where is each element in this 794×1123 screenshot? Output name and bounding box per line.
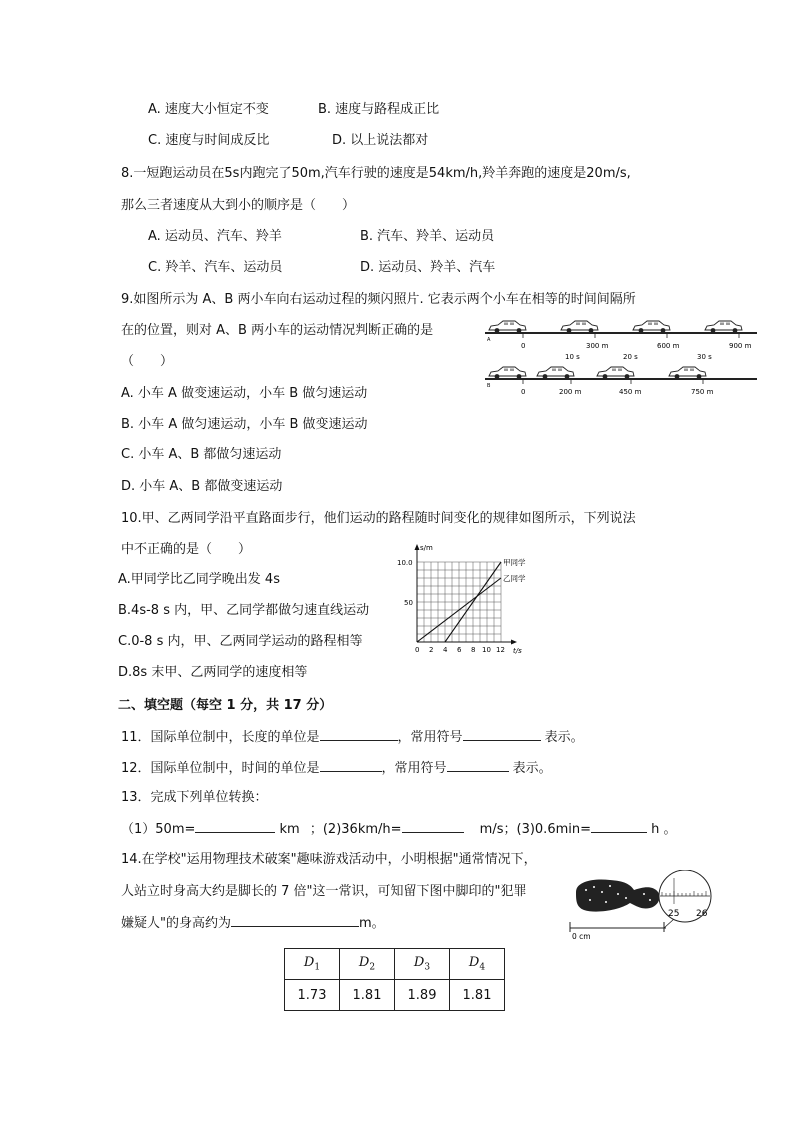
car-icon [489,321,526,333]
ruler-zero-label: 0 cm [572,932,591,940]
q13-part3-text: ；(3)0.6min= [503,822,591,837]
series-label: 甲同学 [503,558,526,567]
track-b-mark: 200 m [559,388,582,396]
track-a-mark: 300 m [586,342,609,350]
q14-blank-height[interactable] [231,914,359,927]
magnifier [659,870,711,922]
track-a-mark: 900 m [729,342,752,350]
q14-text-pre: 嫌疑人"的身高约为 [121,916,231,931]
q7-option-b: B. 速度与路程成正比 [318,102,440,117]
table-header-d3: $D_3$ [395,949,450,980]
q12-text-mid: ，常用符号 [381,761,447,776]
q12-text-post: 表示。 [512,761,552,776]
q12-text-pre: 12．国际单位制中，时间的单位是 [121,761,320,776]
q9-option-a: A. 小车 A 做变速运动，小车 B 做匀速运动 [121,386,368,401]
track-b-label: B [487,383,491,389]
q7-option-d: D. 以上说法都对 [332,133,429,148]
q8-option-d: D. 运动员、羚羊、汽车 [360,260,496,275]
x-tick-label: 10 [482,646,491,654]
x-tick-label: 0 [415,646,420,654]
x-tick-label: 2 [429,646,434,654]
track-a-mark: 600 m [657,342,680,350]
q10-option-c: C.0-8 s 内，甲、乙两同学运动的路程相等 [118,634,363,649]
q11-text-post: 表示。 [544,730,584,745]
measurement-table [284,948,505,1011]
track-b-mark: 0 [521,388,526,396]
track-b-mark: 450 m [619,388,642,396]
x-tick-label: 6 [457,646,462,654]
q9-stem-line2: 在的位置，则对 A、B 两小车的运动情况判断正确的是 [121,323,434,338]
q8-stem-line2: 那么三者速度从大到小的顺序是（ ） [121,198,356,213]
q13-part1-text: （1）50m= [121,822,196,837]
table-cell: 1.81 [450,980,505,1011]
q10-option-b: B.4s-8 s 内，甲、乙同学都做匀速直线运动 [118,603,370,618]
series-label: 乙同学 [503,574,526,583]
q8-option-c: C. 羚羊、汽车、运动员 [148,260,283,275]
track-a-time: 10 s [565,353,580,361]
y-axis-label: s/m [420,544,433,552]
distance-time-chart [395,540,545,656]
q13-part3-unit: h 。 [651,822,677,837]
table-row [285,980,505,1011]
x-tick-label: 12 [496,646,505,654]
q13-conversions [121,820,677,839]
track-a-label: A [487,337,491,343]
q14-text-post: m。 [358,916,385,931]
car-icon [489,367,526,379]
track-a-mark: 0 [521,342,526,350]
q12-blank-symbol[interactable] [447,759,509,772]
car-icon [669,367,706,379]
q10-option-d: D.8s 末甲、乙两同学的速度相等 [118,665,308,680]
q14-stem-line2: 人站立时身高大约是脚长的 7 倍"这一常识，可知留下图中脚印的"犯罪 [121,884,527,899]
y-axis-arrow [415,544,420,550]
q9-option-c: C. 小车 A、B 都做匀速运动 [121,447,282,462]
table-cell: 1.89 [395,980,450,1011]
q13-part1-unit: km [279,822,300,837]
q13-blank-3[interactable] [591,820,647,833]
x-tick-label: 4 [443,646,448,654]
car-track-figure [485,316,757,398]
magnifier-label-26: 26 [696,909,708,919]
q13-blank-2[interactable] [402,820,464,833]
y-tick-label: 50 [404,599,413,607]
q14-stem-line1: 14.在学校"运用物理技术破案"趣味游戏活动中，小明根据"通常情况下， [121,852,537,867]
car-icon [537,367,574,379]
q8-option-b: B. 汽车、羚羊、运动员 [360,229,495,244]
car-icon [597,367,634,379]
q8-option-a: A. 运动员、汽车、羚羊 [148,229,282,244]
q13-title: 13．完成下列单位转换： [121,790,268,805]
car-icon [561,321,598,333]
q7-option-c: C. 速度与时间成反比 [148,133,270,148]
q11-text-mid: ，常用符号 [397,730,463,745]
q13-part2-text: ；(2)36km/h= [309,822,402,837]
q10-option-a: A.甲同学比乙同学晚出发 4s [118,572,280,587]
q9-stem-line1: 9.如图所示为 A、B 两小车向右运动过程的频闪照片. 它表示两个小车在相等的时间间隔所 [121,292,636,307]
footprint-figure [566,870,716,940]
track-a-time: 20 s [623,353,638,361]
q11-text-pre: 11．国际单位制中，长度的单位是 [121,730,320,745]
q12 [121,759,552,778]
track-a-time: 30 s [697,353,712,361]
q11-blank-symbol[interactable] [463,728,541,741]
track-a [485,321,757,361]
magnifier-label-25: 25 [668,909,680,919]
car-icon [633,321,670,333]
table-header-d2: $D_2$ [340,949,395,980]
car-icon [705,321,742,333]
section-2-title: 二、填空题（每空 1 分，共 17 分） [118,698,333,713]
table-cell: 1.73 [285,980,340,1011]
table-header-d4: $D_4$ [450,949,505,980]
table-header-d1: $D_1$ [285,949,340,980]
x-axis-label: t/s [513,647,522,655]
q11-blank-unit[interactable] [320,728,398,741]
x-axis-arrow [511,640,517,645]
track-b [485,367,757,396]
q14-stem-line3 [121,914,385,933]
q10-stem-line2: 中不正确的是（ ） [121,542,252,557]
q9-option-b: B. 小车 A 做匀速运动，小车 B 做变速运动 [121,417,368,432]
q7-option-a: A. 速度大小恒定不变 [148,102,269,117]
q12-blank-unit[interactable] [320,759,382,772]
q10-stem-line1: 10.甲、乙两同学沿平直路面步行，他们运动的路程随时间变化的规律如图所示，下列说法 [121,511,636,526]
q13-blank-1[interactable] [195,820,275,833]
footprint-icon [576,880,660,912]
q9-stem-line3: （ ） [121,354,174,369]
q9-option-d: D. 小车 A、B 都做变速运动 [121,479,283,494]
x-tick-label: 8 [471,646,476,654]
q11 [121,728,584,747]
q8-stem-line1: 8.一短跑运动员在5s内跑完了50m,汽车行驶的速度是54km/h,羚羊奔跑的速度是20m/s, [121,166,631,181]
y-tick-label: 10.0 [397,559,413,567]
track-b-mark: 750 m [691,388,714,396]
q13-part2-unit: m/s [479,822,504,837]
table-cell: 1.81 [340,980,395,1011]
table-header-row [285,949,505,980]
